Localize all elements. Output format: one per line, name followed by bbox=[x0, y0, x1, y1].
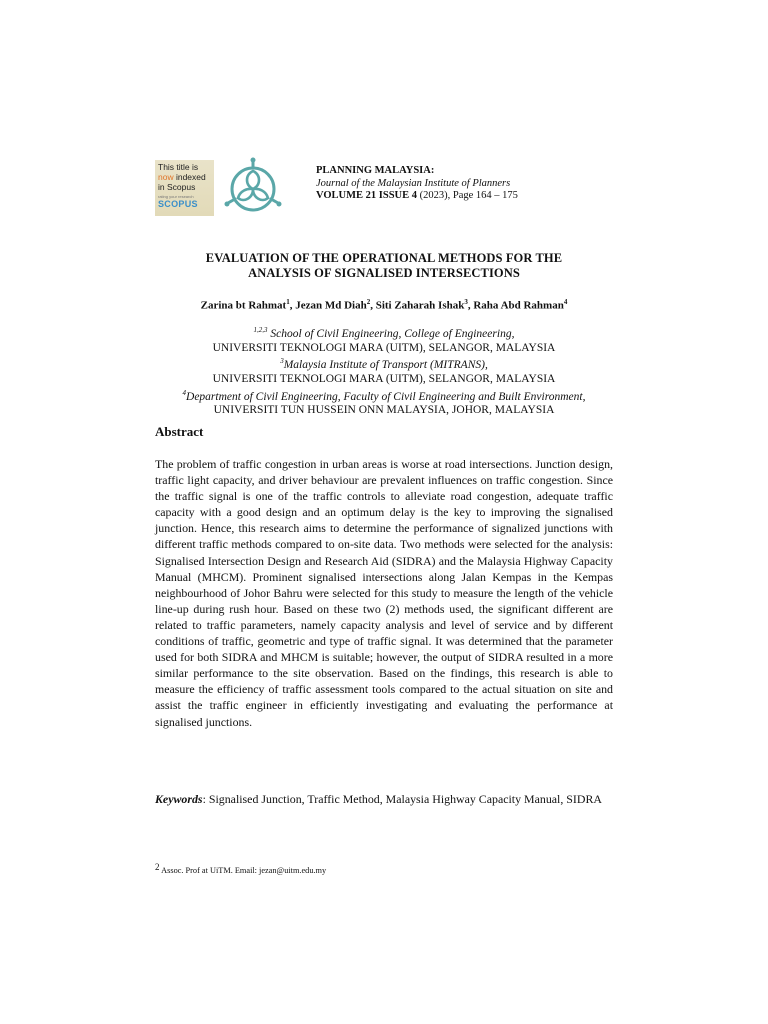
scopus-indexed-badge bbox=[155, 160, 214, 216]
affiliation-3-university: UNIVERSITI TUN HUSSEIN ONN MALAYSIA, JOHOR, MALAYSIA bbox=[213, 404, 555, 417]
journal-header bbox=[316, 165, 518, 203]
affiliation-3 bbox=[140, 387, 628, 405]
affiliation-mark: 4 bbox=[182, 388, 187, 397]
author-name: Jezan Md Diah bbox=[295, 299, 367, 312]
badge-indexed: indexed bbox=[173, 172, 206, 182]
author-mark: 2 bbox=[366, 298, 371, 306]
author-mark: 3 bbox=[464, 298, 468, 306]
abstract-body: The problem of traffic congestion in urban areas is worse at road intersections. Junction design, traffic light capacity, and driver behaviour are prevalent influences on traffic congestion. Since the traffic signal is one of the traffic controls to alleviate road congestion, adequate traffic capacity with a good design and an optimum delay is the key to improving the signalised junction. Hence, this research aims to determine the performance of signalized junctions with different traffic methods compared to on-site data. Two methods were selected for the analysis: Signalised Intersection Design and Research Aid (SIDRA) and the Malaysia Highway Capacity Manual (MHCM). Prominent signalised intersections along Jalan Kempas in the Kempas neighbourhood of Johor Bahru were selected for this study to measure the length of the vehicle line-up during rush hour. Based on these two (2) methods used, the significant different are related to traffic parameters, namely capacity analysis and level of service and by different conditions of traffic, geometric and type of traffic signal. It was determined that the parameter used for both SIDRA and MHCM is suitable; however, the output of SIDRA resulted in a more similar performance to the site observation. Based on the findings, this research is able to measure the efficiency of traffic assessment tools compared to the actual situation on site and assist the traffic engineer in efficiently investigating and evaluating the performance at signalised junctions. bbox=[155, 457, 613, 729]
affiliation-text: School of Civil Engineering, College of Engineering, bbox=[267, 327, 515, 340]
author-name: Raha Abd Rahman bbox=[473, 299, 564, 312]
keywords-text: : Signalised Junction, Traffic Method, Malaysia Highway Capacity Manual, SIDRA bbox=[202, 792, 602, 806]
affiliation-2-university: UNIVERSITI TEKNOLOGI MARA (UITM), SELANGOR, MALAYSIA bbox=[212, 373, 556, 386]
scopus-logo: SCOPUS bbox=[158, 199, 198, 209]
volume-pages: (2023), Page 164 – 175 bbox=[417, 190, 518, 201]
author-list: Zarina bt Rahmat$^1$, Jezan Md Diah$^2$, Siti Zaharah Ishak$^3$, Raha Abd Rahman$^4$ bbox=[200, 298, 568, 312]
badge-line-3: in Scopus bbox=[158, 182, 196, 192]
footnote-mark: 2 bbox=[155, 862, 160, 872]
abstract-heading: Abstract bbox=[155, 424, 204, 439]
badge-now: now bbox=[158, 172, 174, 182]
author-mark: 4 bbox=[563, 298, 568, 306]
affiliation-text: Department of Civil Engineering, Faculty of Civil Engineering and Built Environment, bbox=[186, 390, 586, 403]
title-line-2: ANALYSIS OF SIGNALISED INTERSECTIONS bbox=[248, 266, 520, 280]
affiliation-1 bbox=[140, 324, 628, 342]
keywords-label: Keywords bbox=[155, 792, 203, 806]
volume-issue: VOLUME 21 ISSUE 4 bbox=[316, 190, 418, 201]
author-name: Zarina bt Rahmat bbox=[200, 299, 287, 312]
footnote bbox=[155, 862, 326, 876]
affiliation-mark: 3 bbox=[280, 357, 284, 366]
paper-title bbox=[155, 251, 613, 281]
badge-line-1: This title is bbox=[158, 162, 199, 172]
journal-name: PLANNING MALAYSIA: bbox=[316, 165, 435, 176]
badge-small-text: rating your research bbox=[158, 194, 194, 199]
affiliation-mark: 1,2,3 bbox=[253, 326, 268, 334]
keywords bbox=[155, 792, 613, 808]
footnote-text: Assoc. Prof at UiTM. Email: jezan@uitm.edu.my bbox=[159, 866, 327, 875]
affiliations bbox=[140, 324, 628, 418]
badge-line-2 bbox=[158, 172, 211, 182]
title-line-1: EVALUATION OF THE OPERATIONAL METHODS FOR THE bbox=[205, 251, 563, 265]
planning-malaysia-logo-icon bbox=[220, 155, 286, 221]
journal-subtitle: Journal of the Malaysian Institute of Planners bbox=[316, 177, 511, 189]
affiliation-text: Malaysia Institute of Transport (MITRANS), bbox=[283, 359, 488, 372]
author-mark: 1 bbox=[286, 298, 290, 306]
journal-volume bbox=[316, 190, 518, 203]
affiliation-1-university: UNIVERSITI TEKNOLOGI MARA (UITM), SELANGOR, MALAYSIA bbox=[212, 341, 556, 354]
author-name: Siti Zaharah Ishak bbox=[375, 299, 465, 312]
affiliation-2 bbox=[140, 355, 628, 373]
